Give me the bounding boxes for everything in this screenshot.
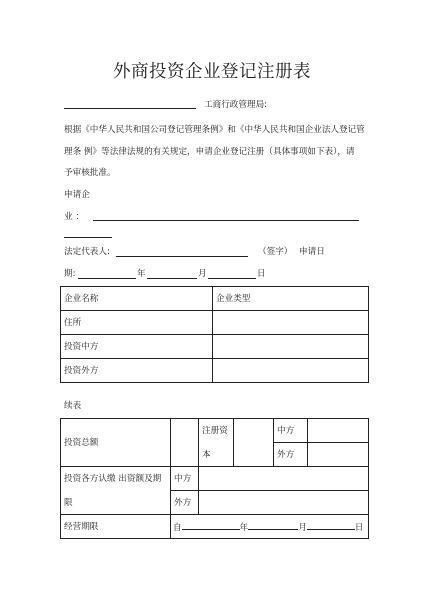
apply-date-label: 申请日 [299,247,325,257]
total-investment-label: 投资总额 [61,419,171,467]
investor-china-value[interactable] [213,335,369,359]
date-prefix: 期: [64,269,76,279]
term-month-field[interactable] [248,520,298,530]
legal-rep-field[interactable] [116,256,248,257]
capital-china-label: 中方 [274,419,308,443]
apply-day-field[interactable] [208,278,256,279]
address-value[interactable] [213,311,369,335]
registered-capital-label: 注册资 本 [199,419,234,467]
investment-table [60,418,369,539]
operating-term-label: 经营期限 [61,515,171,539]
authority-suffix: 工商行政管理局: [204,100,268,110]
form-title: 外商投资企业登记注册表 [113,62,311,82]
registered-capital-value[interactable] [234,419,274,467]
term-from-char: 自 [173,522,182,533]
applicant-name-field[interactable] [93,220,359,221]
term-year-field[interactable] [182,520,240,530]
subscribed-china-value[interactable] [199,467,369,491]
subscribed-foreign-label: 外方 [171,491,199,515]
investor-foreign-label: 投资外方 [61,359,213,383]
investor-china-label: 投资中方 [61,335,213,359]
total-investment-value[interactable] [171,419,199,467]
term-day-field[interactable] [307,520,355,530]
enterprise-name-label: 企业名称 [61,287,213,311]
term-year-char: 年 [239,522,249,533]
authority-name-field[interactable] [64,108,196,109]
term-month-char: 月 [298,522,307,533]
enterprise-info-table [60,286,369,383]
investor-foreign-value[interactable] [213,359,369,383]
intro-line-1: 根据《中华人民共和国公司登记管理条例》和《中华人民共和国企业法人登记管 [64,125,365,135]
apply-month-field[interactable] [147,278,197,279]
capital-foreign-value[interactable] [308,443,369,467]
applicant-label-1: 申请企 [64,190,90,200]
term-day-char: 日 [354,522,364,533]
intro-line-2: 理条 例》等法律法规的有关规定，申请企业登记注册（具体事项如下表），请 [64,147,355,157]
subscribed-foreign-value[interactable] [199,491,369,515]
continued-label: 续表 [64,401,82,411]
capital-china-value[interactable] [308,419,369,443]
year-char: 年 [137,269,146,279]
sign-label: （签字） [258,247,293,257]
day-char: 日 [257,269,266,279]
applicant-label-2: 业 ： [64,212,84,222]
operating-term-value[interactable] [171,515,369,539]
subscribed-china-label: 中方 [171,467,199,491]
intro-line-3: 予审核批准。 [64,168,116,178]
subscribed-capital-label: 投资各方认缴 出资额及期 限 [61,467,171,515]
enterprise-type-label: 企业类型 [213,287,369,311]
month-char: 月 [198,269,207,279]
address-label: 住所 [61,311,213,335]
legal-rep-label: 法定代表人: [64,247,110,257]
applicant-name-field-continued[interactable] [64,237,112,238]
apply-year-field[interactable] [78,278,136,279]
capital-foreign-label: 外方 [274,443,308,467]
